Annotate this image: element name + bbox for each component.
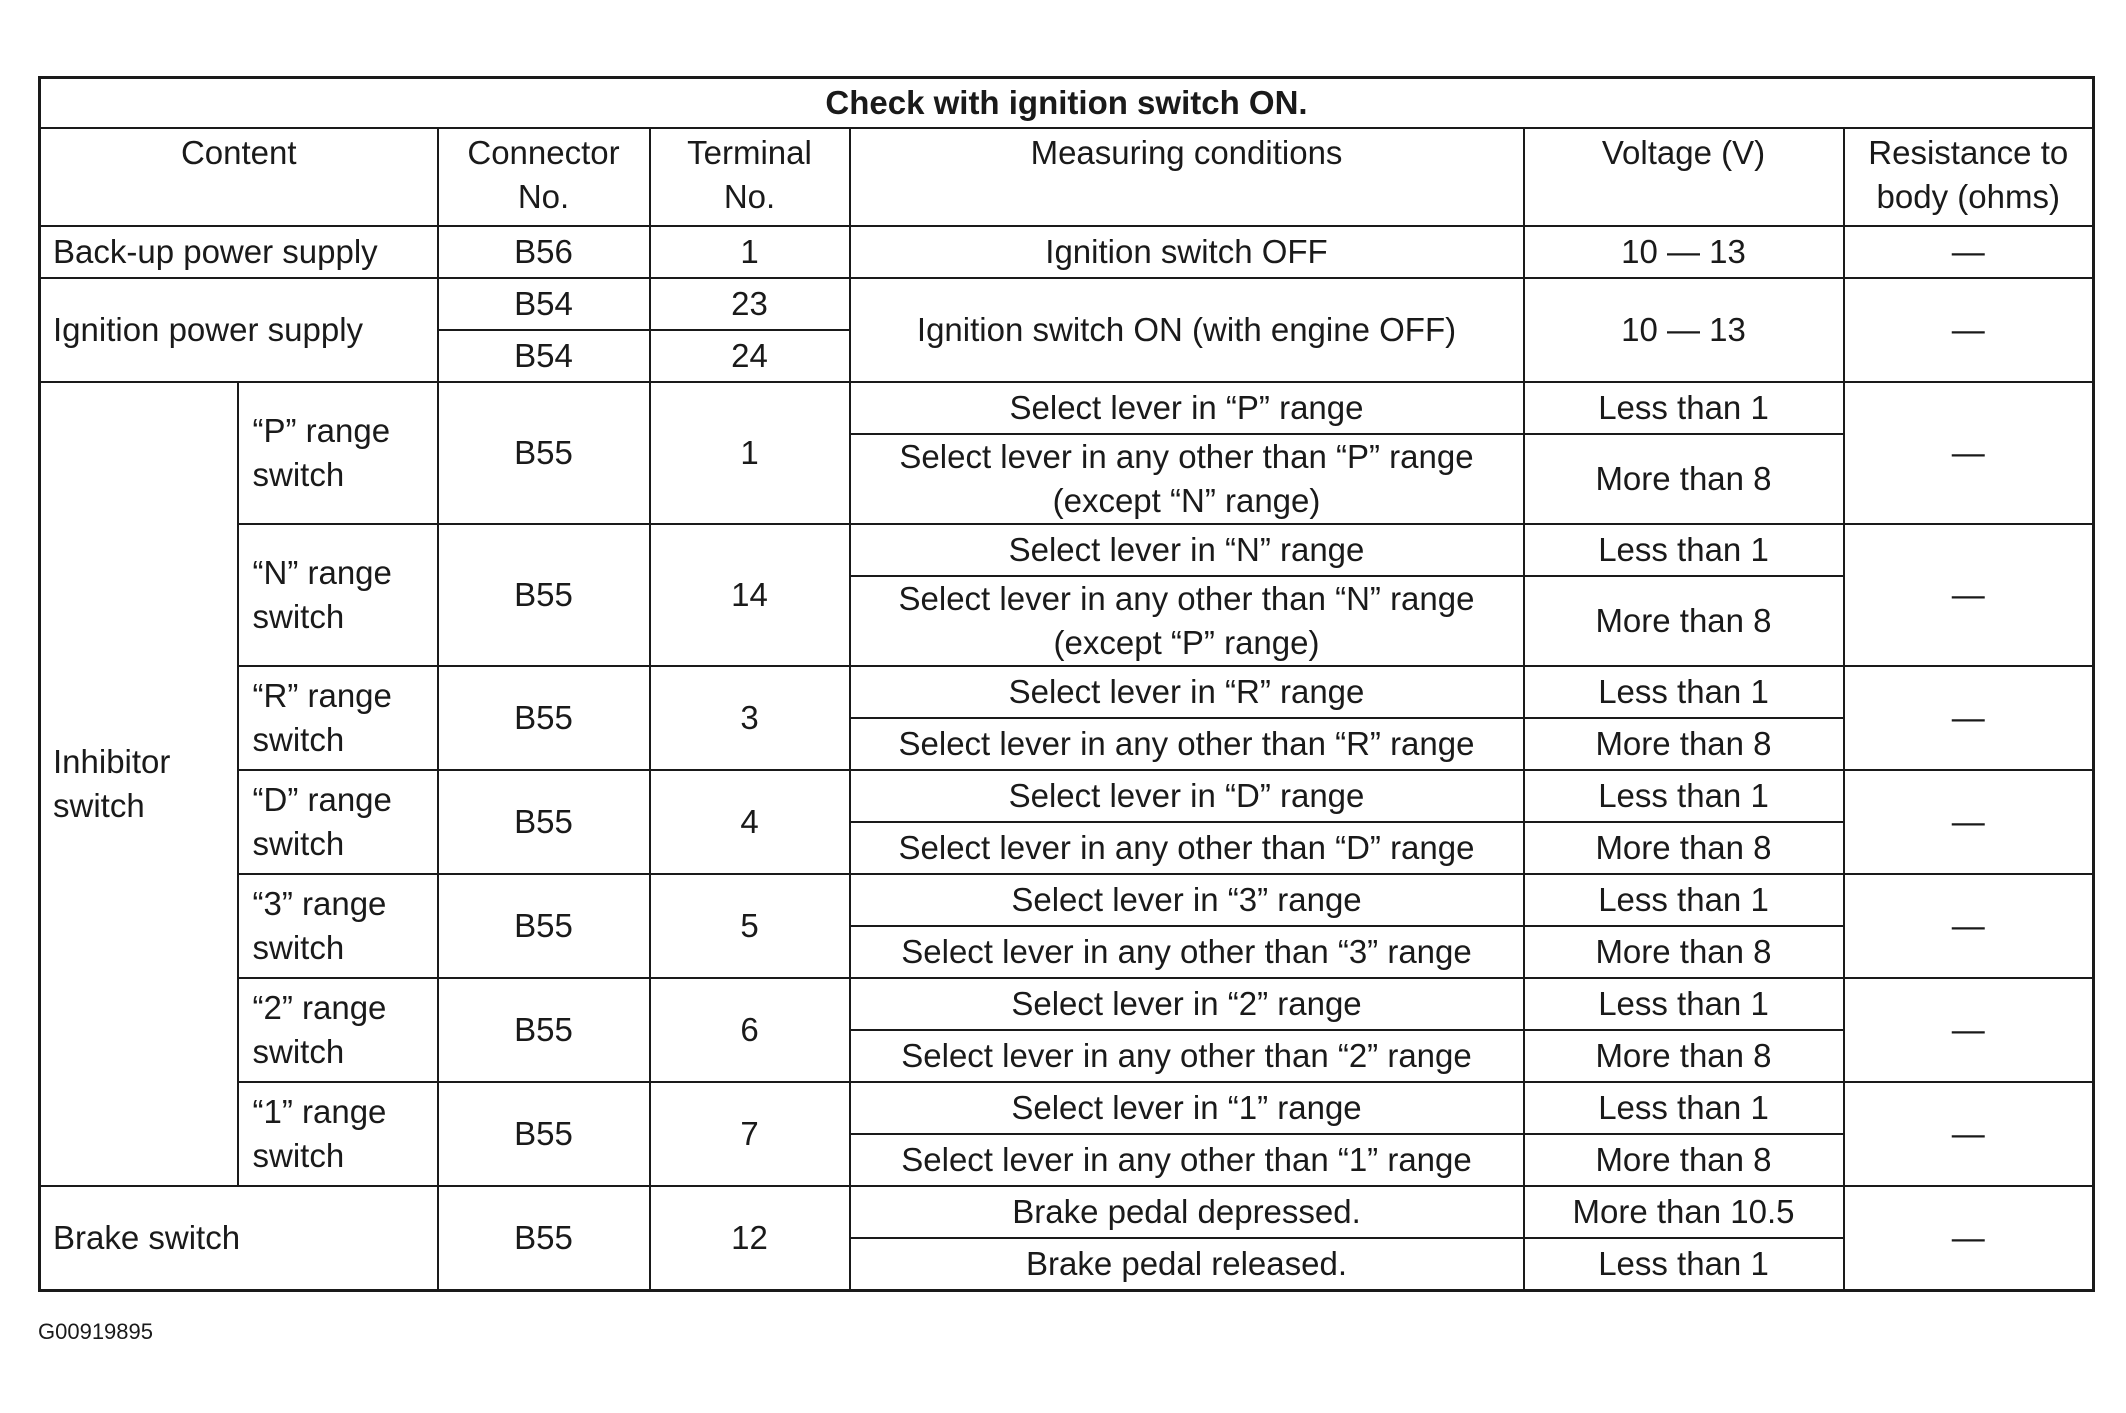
voltage-cell: Less than 1 (1524, 382, 1844, 434)
condition-cell: Brake pedal released. (850, 1238, 1524, 1291)
connector-cell: B55 (438, 1186, 650, 1291)
terminal-cell: 5 (650, 874, 850, 978)
voltage-cell: Less than 1 (1524, 978, 1844, 1030)
terminal-cell: 1 (650, 382, 850, 524)
condition-cell: Brake pedal depressed. (850, 1186, 1524, 1238)
resistance-cell: — (1844, 1082, 2094, 1186)
condition-cell: Select lever in “2” range (850, 978, 1524, 1030)
connector-cell: B55 (438, 382, 650, 524)
header-voltage: Voltage (V) (1524, 128, 1844, 226)
range-switch-name: “2” range switch (238, 978, 438, 1082)
voltage-cell: More than 8 (1524, 926, 1844, 978)
header-content: Content (40, 128, 438, 226)
condition-cell: Select lever in “3” range (850, 874, 1524, 926)
voltage-cell: Less than 1 (1524, 770, 1844, 822)
condition-cell: Select lever in any other than “R” range (850, 718, 1524, 770)
condition-cell: Select lever in “D” range (850, 770, 1524, 822)
row-content: Back-up power supply (40, 226, 438, 278)
voltage-cell: 10 — 13 (1524, 226, 1844, 278)
table-row (40, 770, 2094, 822)
resistance-cell: — (1844, 226, 2094, 278)
header-conditions: Measuring conditions (850, 128, 1524, 226)
connector-cell: B54 (438, 278, 650, 330)
condition-cell: Select lever in any other than “D” range (850, 822, 1524, 874)
header-resistance: Resistance to body (ohms) (1844, 128, 2094, 226)
connector-cell: B55 (438, 1082, 650, 1186)
row-content: Brake switch (40, 1186, 438, 1291)
condition-cell: Select lever in any other than “1” range (850, 1134, 1524, 1186)
header-connector: Connector No. (438, 128, 650, 226)
voltage-cell: Less than 1 (1524, 666, 1844, 718)
range-switch-name: “D” range switch (238, 770, 438, 874)
condition-cell: Select lever in any other than “3” range (850, 926, 1524, 978)
terminal-cell: 23 (650, 278, 850, 330)
range-switch-name: “3” range switch (238, 874, 438, 978)
resistance-cell: — (1844, 666, 2094, 770)
table-row (40, 1082, 2094, 1134)
header-terminal: Terminal No. (650, 128, 850, 226)
condition-cell: Select lever in “1” range (850, 1082, 1524, 1134)
condition-cell: Ignition switch ON (with engine OFF) (850, 278, 1524, 382)
voltage-cell: 10 — 13 (1524, 278, 1844, 382)
resistance-cell: — (1844, 978, 2094, 1082)
connector-cell: B55 (438, 770, 650, 874)
connector-cell: B55 (438, 666, 650, 770)
voltage-cell: Less than 1 (1524, 524, 1844, 576)
row-content: Ignition power supply (40, 278, 438, 382)
connector-cell: B55 (438, 874, 650, 978)
table-row (40, 226, 2094, 278)
voltage-cell: More than 10.5 (1524, 1186, 1844, 1238)
terminal-cell: 6 (650, 978, 850, 1082)
table-row (40, 524, 2094, 576)
voltage-cell: Less than 1 (1524, 1238, 1844, 1291)
range-switch-name: “P” range switch (238, 382, 438, 524)
terminal-cell: 7 (650, 1082, 850, 1186)
inhibitor-switch-label: Inhibitor switch (40, 382, 238, 1186)
resistance-cell: — (1844, 770, 2094, 874)
resistance-cell: — (1844, 1186, 2094, 1291)
terminal-cell: 3 (650, 666, 850, 770)
resistance-cell: — (1844, 524, 2094, 666)
table-title: Check with ignition switch ON. (40, 78, 2094, 129)
connector-cell: B56 (438, 226, 650, 278)
terminal-cell: 14 (650, 524, 850, 666)
table-row (40, 278, 2094, 330)
table-row (40, 666, 2094, 718)
connector-cell: B54 (438, 330, 650, 382)
condition-cell: Select lever in any other than “P” range (except “N” range) (850, 434, 1524, 524)
voltage-cell: More than 8 (1524, 434, 1844, 524)
condition-cell: Select lever in “N” range (850, 524, 1524, 576)
ignition-check-table (38, 76, 2095, 1292)
table-row (40, 874, 2094, 926)
voltage-cell: More than 8 (1524, 718, 1844, 770)
resistance-cell: — (1844, 874, 2094, 978)
terminal-cell: 4 (650, 770, 850, 874)
range-switch-name: “R” range switch (238, 666, 438, 770)
condition-cell: Select lever in any other than “2” range (850, 1030, 1524, 1082)
resistance-cell: — (1844, 278, 2094, 382)
voltage-cell: Less than 1 (1524, 874, 1844, 926)
figure-code: G00919895 (38, 1319, 153, 1344)
range-switch-name: “N” range switch (238, 524, 438, 666)
condition-cell: Select lever in any other than “N” range (except “P” range) (850, 576, 1524, 666)
condition-cell: Ignition switch OFF (850, 226, 1524, 278)
connector-cell: B55 (438, 978, 650, 1082)
terminal-cell: 1 (650, 226, 850, 278)
voltage-cell: More than 8 (1524, 1134, 1844, 1186)
voltage-cell: Less than 1 (1524, 1082, 1844, 1134)
voltage-cell: More than 8 (1524, 576, 1844, 666)
connector-cell: B55 (438, 524, 650, 666)
resistance-cell: — (1844, 382, 2094, 524)
condition-cell: Select lever in “P” range (850, 382, 1524, 434)
terminal-cell: 12 (650, 1186, 850, 1291)
table-row (40, 978, 2094, 1030)
voltage-cell: More than 8 (1524, 822, 1844, 874)
voltage-cell: More than 8 (1524, 1030, 1844, 1082)
range-switch-name: “1” range switch (238, 1082, 438, 1186)
table-row (40, 1186, 2094, 1238)
terminal-cell: 24 (650, 330, 850, 382)
condition-cell: Select lever in “R” range (850, 666, 1524, 718)
table-row (40, 382, 2094, 434)
